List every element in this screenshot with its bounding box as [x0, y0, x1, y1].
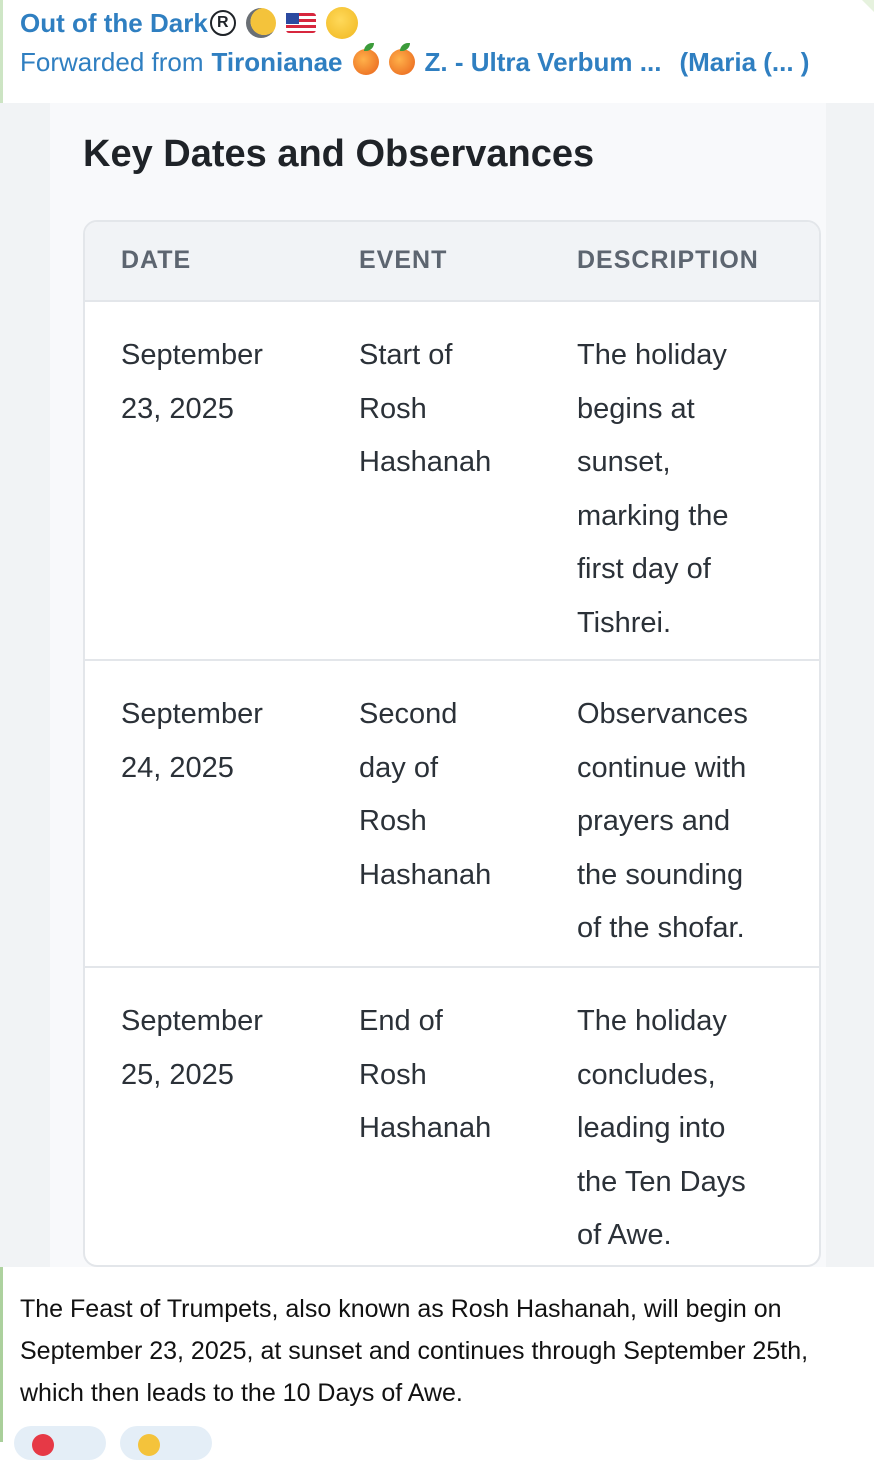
sun-icon: [326, 7, 358, 39]
description-cell-line: first day of: [577, 553, 711, 585]
event-cell-line: Rosh: [359, 805, 427, 837]
date-cell-line: September: [121, 698, 263, 730]
description-cell-line: continue with: [577, 751, 747, 784]
table-row: [85, 968, 819, 1267]
description-cell: [577, 329, 812, 650]
event-cell-line: Hashanah: [359, 858, 492, 891]
date-cell-line: 25, 2025: [121, 1058, 234, 1091]
channel-row: [20, 6, 864, 40]
column-header-date: DATE: [121, 246, 192, 274]
event-cell: [359, 688, 559, 902]
description-cell-line: marking the: [577, 499, 729, 532]
heart-icon: [32, 1434, 54, 1456]
reaction-thumbs-up[interactable]: [120, 1426, 212, 1460]
description-cell-line: The holiday: [577, 339, 727, 371]
description-cell: [577, 688, 812, 956]
description-cell-line: The holiday: [577, 1005, 727, 1037]
date-cell-line: 24, 2025: [121, 751, 234, 784]
event-cell-line: Start of: [359, 339, 453, 371]
event-cell-line: Rosh: [359, 392, 427, 425]
us-flag-icon: [286, 13, 316, 33]
event-cell: [359, 329, 559, 490]
description-cell-line: sunset,: [577, 446, 671, 478]
channel-name-link[interactable]: Out of the Dark: [20, 7, 208, 38]
peach-icon: [353, 49, 379, 75]
date-cell-line: September: [121, 339, 263, 371]
date-cell-line: September: [121, 1005, 263, 1037]
reactions-bar: [14, 1426, 226, 1460]
description-cell-line: of the shofar.: [577, 912, 745, 944]
event-cell-line: End of: [359, 1005, 443, 1037]
date-cell-line: 23, 2025: [121, 392, 234, 425]
reaction-heart[interactable]: [14, 1426, 106, 1460]
event-cell-line: Second: [359, 698, 458, 730]
forwarded-from-row: [20, 40, 864, 84]
date-cell: [121, 688, 321, 795]
message-header: [20, 6, 864, 84]
event-cell-line: Hashanah: [359, 446, 492, 478]
description-cell-line: the sounding: [577, 858, 744, 891]
column-header-event: EVENT: [359, 246, 448, 274]
description-cell-line: leading into: [577, 1112, 726, 1144]
key-dates-table: [83, 220, 821, 1267]
forwarded-label: Forwarded from: [20, 46, 204, 77]
event-cell-line: day of: [359, 751, 438, 784]
message-caption: The Feast of Trumpets, also known as Rosh Hashanah, will begin on September 23, 2025, at sunset and continues through September 25th, which then leads to the 10 Days of Awe.: [20, 1295, 809, 1407]
forward-source-link[interactable]: Tironianae: [211, 46, 343, 77]
card-title: Key Dates and Observances: [83, 133, 595, 175]
date-cell: [121, 995, 321, 1102]
description-cell-line: of Awe.: [577, 1219, 672, 1251]
event-cell: [359, 995, 559, 1156]
description-cell-line: Observances: [577, 698, 748, 730]
moon-icon: [246, 8, 276, 38]
description-cell: [577, 995, 812, 1263]
description-cell-line: the Ten Days: [577, 1165, 746, 1198]
thumbs-up-icon: [138, 1434, 160, 1456]
description-cell-line: begins at: [577, 392, 695, 425]
event-cell-line: Rosh: [359, 1058, 427, 1091]
table-body: [85, 302, 819, 1267]
forward-author-link[interactable]: Z. - Ultra Verbum ...: [424, 46, 662, 77]
table-header: [85, 222, 819, 302]
peach-icon: [389, 49, 415, 75]
attached-image[interactable]: [0, 103, 874, 1267]
key-dates-card: [50, 103, 826, 1267]
table-row: [85, 302, 819, 661]
event-cell-line: Hashanah: [359, 1112, 492, 1144]
forward-author-detail[interactable]: (Maria (... ): [679, 46, 810, 77]
column-header-description: DESCRIPTION: [577, 246, 759, 274]
description-cell-line: concludes,: [577, 1058, 716, 1091]
description-cell-line: Tishrei.: [577, 606, 671, 639]
table-row: [85, 661, 819, 968]
date-cell: [121, 329, 321, 436]
registered-mark-icon: R: [210, 10, 236, 36]
description-cell-line: prayers and: [577, 805, 731, 837]
